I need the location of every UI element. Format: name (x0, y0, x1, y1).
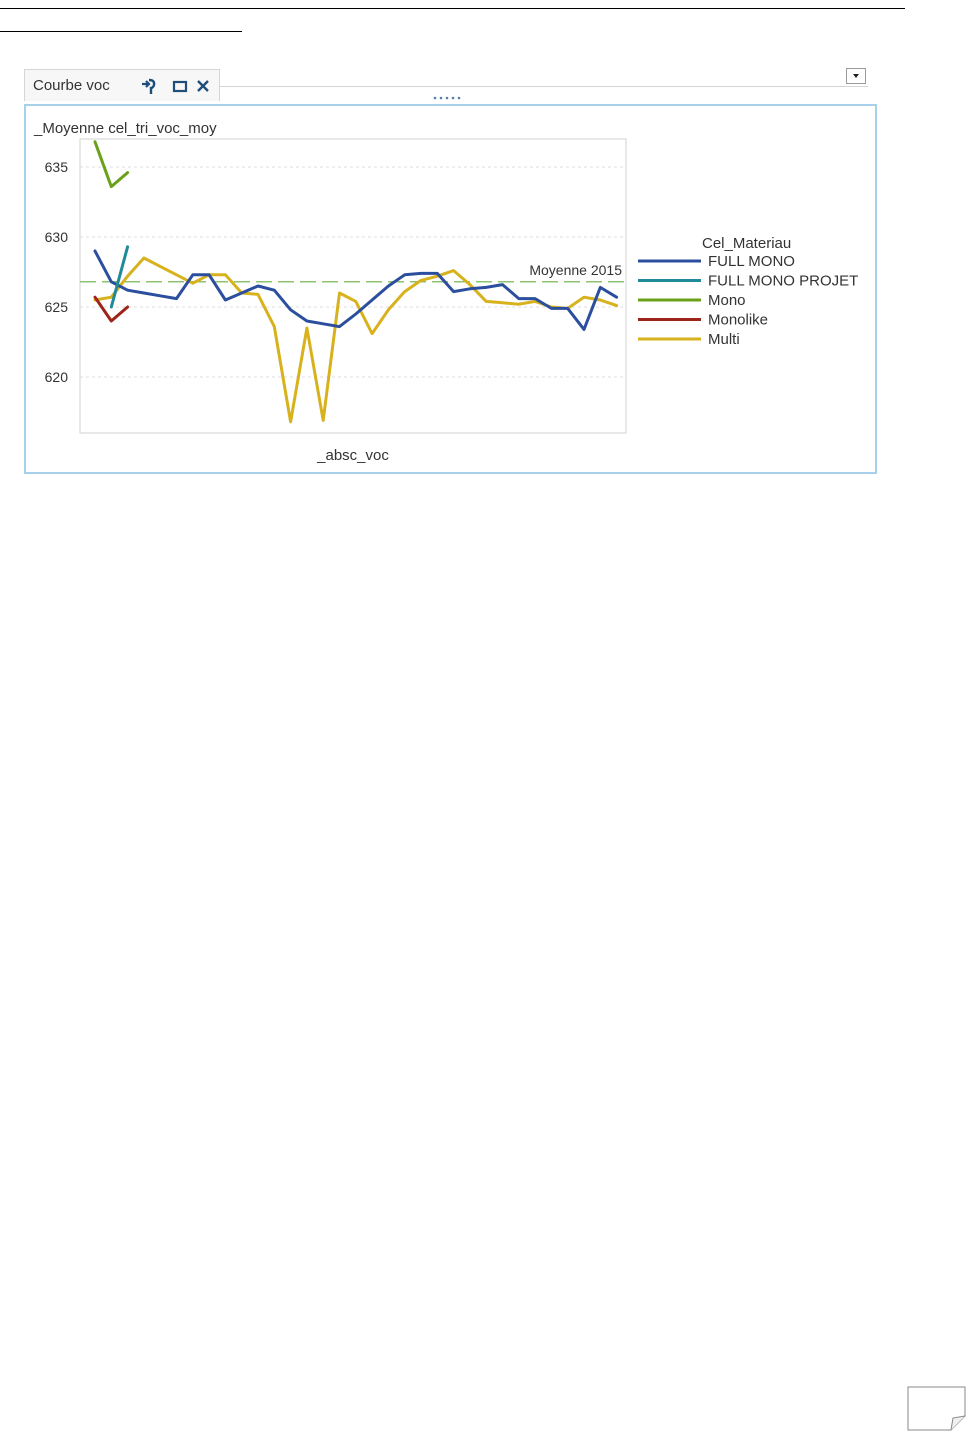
close-icon[interactable] (193, 76, 213, 96)
dropdown-button[interactable] (846, 68, 866, 84)
line-chart (26, 106, 875, 472)
page-curl-icon (907, 1386, 967, 1432)
chart-tab[interactable] (24, 69, 220, 101)
legend-item-mono[interactable]: Mono (708, 292, 746, 309)
y-tick-layer (45, 159, 69, 385)
x-axis-label: _absc_voc (317, 447, 389, 464)
chart-panel (24, 104, 877, 474)
legend[interactable] (638, 235, 858, 348)
plot-area (80, 139, 626, 433)
y-tick-label: 620 (44, 369, 68, 385)
legend-item-monolike[interactable]: Monolike (708, 311, 769, 329)
legend-item-multi[interactable]: Multi (708, 331, 740, 348)
reference-line-label: Moyenne 2015 (529, 261, 622, 278)
legend-item-full-mono-projet[interactable]: FULL MONO PROJET (708, 272, 859, 290)
maximize-icon[interactable] (170, 76, 190, 96)
dropdown-arrow-icon (851, 72, 861, 80)
header-underline (0, 31, 242, 32)
pin-icon[interactable] (139, 76, 159, 96)
y-tick-label: 635 (44, 159, 68, 175)
y-axis-label: _Moyenne cel_tri_voc_moy (34, 120, 217, 137)
drag-grip-icon[interactable] (433, 95, 463, 101)
tab-title: Courbe voc (33, 77, 110, 94)
tab-strip-line (220, 86, 868, 87)
header-rule (0, 8, 905, 9)
y-tick-label: 625 (44, 299, 68, 315)
legend-title: Cel_Materiau (702, 235, 792, 252)
y-tick-label: 630 (44, 229, 68, 245)
legend-item-full-mono[interactable]: FULL MONO (708, 253, 795, 270)
